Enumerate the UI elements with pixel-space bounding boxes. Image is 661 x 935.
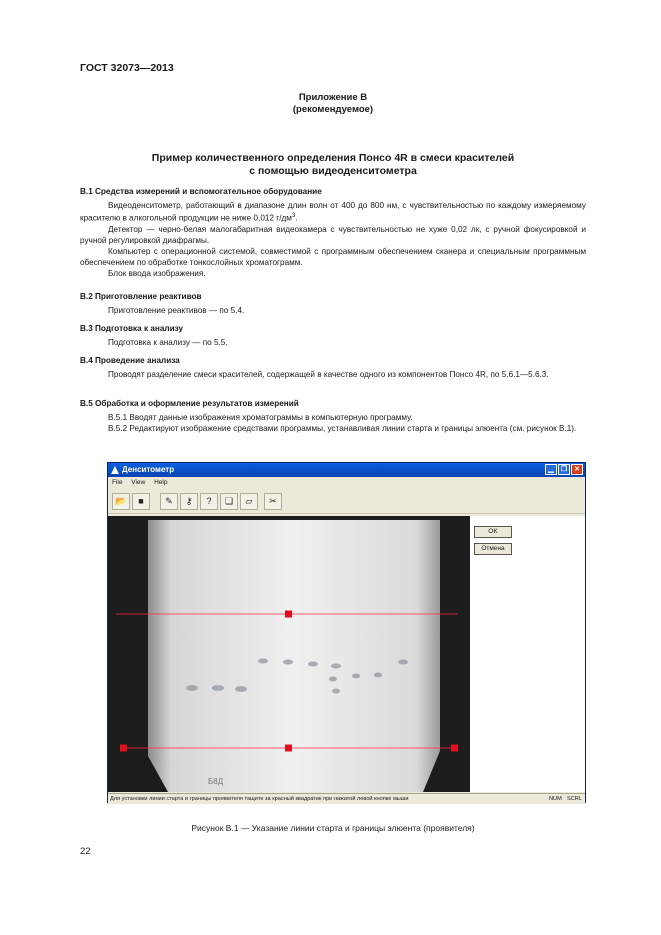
close-button[interactable] bbox=[571, 464, 583, 475]
section-b5 bbox=[80, 398, 586, 434]
section-b1-paragraph-3: Компьютер с операционной системой, совместимой с программным обеспечением сканера и специальным программным обеспечением по обработке тонкослойных хроматограмм. bbox=[80, 246, 586, 267]
document-title bbox=[80, 152, 586, 178]
section-b5-paragraph-1: В.5.1 Вводят данные изображения хроматограммы в компьютерную программу. bbox=[108, 413, 413, 422]
section-b1-heading: В.1 Средства измерений и вспомогательное оборудование bbox=[80, 187, 322, 196]
appendix-label: Приложение В bbox=[298, 92, 368, 103]
wand-button[interactable] bbox=[160, 493, 178, 510]
section-b2-paragraph: Приготовление реактивов — по 5.4. bbox=[108, 306, 245, 315]
scanner-icon: ▱ bbox=[245, 496, 253, 506]
status-message: Для установки линии старта и границы проявителя тащите за красный квадратик при нажатой левой кнопке мыши bbox=[110, 796, 409, 802]
tlc-plate bbox=[148, 520, 440, 792]
section-b3-paragraph: Подготовка к анализу — по 5.5. bbox=[108, 338, 228, 347]
densitometer-window bbox=[107, 462, 586, 803]
section-b3 bbox=[80, 323, 586, 348]
section-b4 bbox=[80, 355, 586, 380]
section-b1-paragraph-2: Детектор — черно-белая малогабаритная видеокамера с чувствительностью не хуже 0,02 лк, с ручной фокусировкой и ручной регулировкой диафрагмы. bbox=[80, 224, 586, 245]
front-line-handle[interactable] bbox=[285, 611, 292, 618]
key-icon: ⚷ bbox=[185, 496, 193, 506]
title-line-1: Пример количественного определения Понсо 4R в смеси красителей bbox=[151, 152, 515, 164]
page-number: 22 bbox=[80, 846, 91, 857]
menu-view[interactable]: View bbox=[131, 479, 146, 486]
chart-tool-icon: ✂ bbox=[269, 496, 277, 506]
maximize-icon: ❐ bbox=[560, 466, 568, 473]
title-line-2: с помощью видеоденситометра bbox=[249, 165, 417, 177]
close-icon: ✕ bbox=[574, 466, 580, 473]
copy-button[interactable] bbox=[220, 493, 238, 510]
chromatogram-image[interactable] bbox=[108, 516, 470, 792]
status-num: NUM bbox=[549, 796, 562, 802]
start-line-middle-handle[interactable] bbox=[285, 745, 292, 752]
menu-help[interactable]: Help bbox=[154, 479, 168, 486]
status-scrl: SCRL bbox=[567, 796, 582, 802]
question-key-icon: ? bbox=[206, 496, 212, 506]
scan-button[interactable] bbox=[240, 493, 258, 510]
save-button[interactable] bbox=[132, 493, 150, 510]
open-folder-icon: 📂 bbox=[115, 496, 127, 506]
appendix-type: (рекомендуемое) bbox=[292, 104, 374, 115]
menu-bar bbox=[108, 478, 170, 488]
minimize-button[interactable] bbox=[545, 464, 557, 475]
app-icon bbox=[111, 466, 119, 474]
window-title: Денситометр bbox=[122, 465, 175, 474]
toolbar bbox=[108, 491, 585, 514]
side-panel bbox=[470, 516, 585, 792]
section-b5-heading: В.5 Обработка и оформление результатов измерений bbox=[80, 399, 299, 408]
start-line-left-handle[interactable] bbox=[120, 745, 127, 752]
maximize-button[interactable] bbox=[558, 464, 570, 475]
section-b1-paragraph-4: Блок ввода изображения. bbox=[108, 268, 206, 278]
section-b5-paragraph-2: В.5.2 Редактируют изображение средствами программы, устанавливая линии старта и границы элюента (см. рисунок В.1). bbox=[108, 424, 577, 433]
help-key-button[interactable] bbox=[200, 493, 218, 510]
section-b4-paragraph: Проводят разделение смеси красителей, содержащей в качестве одного из компонентов Понсо 4R, по 5.6.1—5.6.3. bbox=[108, 370, 549, 379]
section-b2 bbox=[80, 291, 586, 316]
section-b3-heading: В.3 Подготовка к анализу bbox=[80, 324, 184, 333]
minimize-icon: ▁ bbox=[548, 466, 554, 473]
ok-button[interactable]: OK bbox=[474, 526, 512, 538]
section-b4-heading: В.4 Проведение анализа bbox=[80, 356, 180, 365]
figure-caption: Рисунок В.1 — Указание линии старта и границы элюента (проявителя) bbox=[191, 823, 475, 833]
standard-header: ГОСТ 32073—2013 bbox=[80, 62, 174, 74]
wand-icon: ✎ bbox=[165, 496, 173, 506]
start-line-right-handle[interactable] bbox=[451, 745, 458, 752]
chart-button[interactable] bbox=[264, 493, 282, 510]
section-b2-heading: В.2 Приготовление реактивов bbox=[80, 292, 202, 301]
open-button[interactable] bbox=[112, 493, 130, 510]
copy-windows-icon: ❏ bbox=[224, 496, 234, 506]
menu-file[interactable]: File bbox=[112, 479, 123, 486]
save-disk-icon: ■ bbox=[138, 496, 144, 506]
key-button[interactable] bbox=[180, 493, 198, 510]
section-b1 bbox=[80, 186, 586, 279]
window-titlebar[interactable] bbox=[108, 463, 585, 477]
cancel-button[interactable]: Отмена bbox=[474, 543, 512, 555]
appendix-title bbox=[80, 92, 586, 116]
status-bar bbox=[108, 793, 585, 804]
chromatogram-svg bbox=[108, 516, 470, 792]
section-b1-paragraph-1: Видеоденситометр, работающий в диапазоне длин волн от 400 до 800 нм, с чувствительностью по каждому измеряемому красителю в алкогольной продукции не ниже 0,012 $г/дм^3$. bbox=[80, 201, 586, 223]
plate-marking: Б8Д bbox=[208, 777, 224, 786]
